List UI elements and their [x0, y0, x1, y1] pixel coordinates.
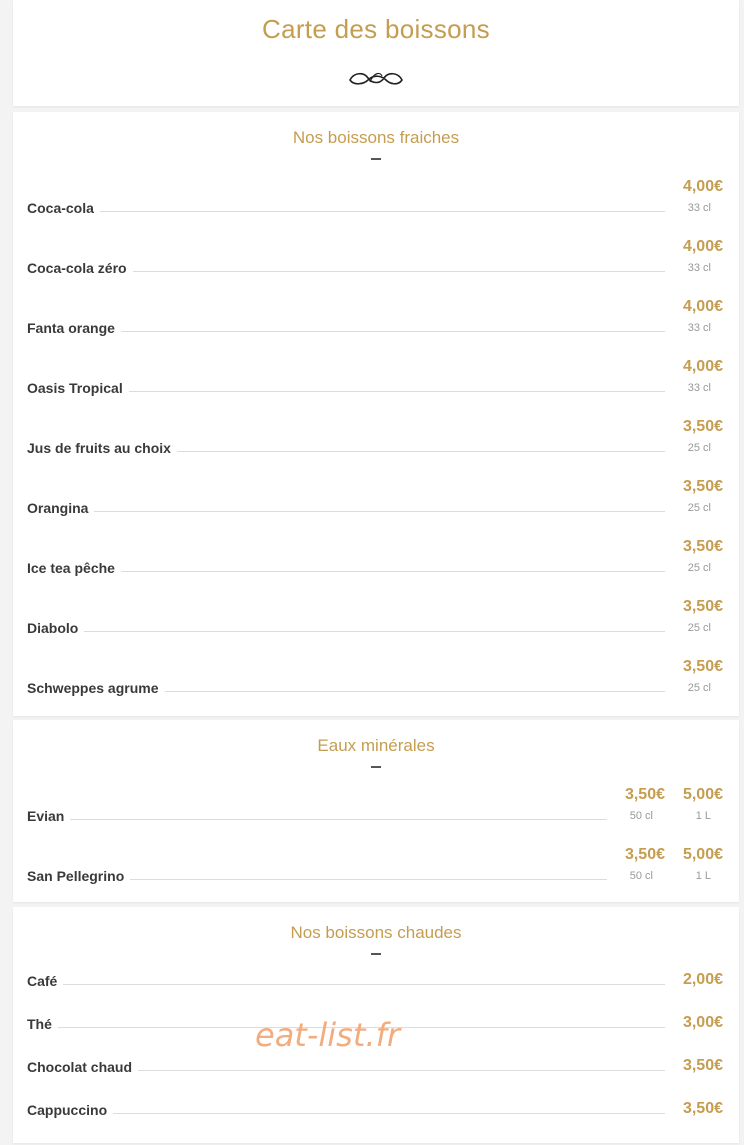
menu-item — [13, 538, 739, 582]
item-price: 3,50€ — [624, 786, 665, 803]
item-name: Coca-cola zéro — [27, 260, 133, 276]
item-price: 5,00€ — [682, 786, 723, 803]
item-price: 4,00€ — [682, 358, 723, 375]
item-name: Fanta orange — [27, 320, 121, 336]
item-name: Jus de fruits au choix — [27, 440, 177, 456]
section-title: Eaux minérales — [317, 736, 435, 755]
menu-item — [13, 658, 739, 702]
item-volume: 50 cl — [629, 870, 653, 882]
menu-item — [13, 1098, 739, 1124]
item-name: Orangina — [27, 500, 94, 516]
item-name: Cappuccino — [27, 1102, 113, 1118]
item-name: Thé — [27, 1016, 58, 1032]
item-price: 5,00€ — [682, 846, 723, 863]
section-mineral-water — [13, 720, 739, 902]
item-name: Oasis Tropical — [27, 380, 129, 396]
section-divider — [371, 766, 381, 768]
section-divider — [371, 158, 381, 160]
menu-header — [13, 0, 739, 106]
menu-item — [13, 1055, 739, 1081]
menu-item — [13, 598, 739, 642]
item-volume: 1 L — [695, 810, 711, 822]
item-volume: 25 cl — [687, 622, 711, 634]
item-volume: 25 cl — [687, 502, 711, 514]
item-volume: 25 cl — [687, 682, 711, 694]
item-name: Evian — [27, 808, 70, 824]
item-price: 4,00€ — [682, 238, 723, 255]
item-price: 3,50€ — [682, 538, 723, 555]
item-price: 3,50€ — [682, 598, 723, 615]
item-price: 3,00€ — [682, 1014, 723, 1031]
menu-item — [13, 298, 739, 342]
dotted-leader-line — [33, 984, 665, 985]
item-price: 3,50€ — [682, 658, 723, 675]
item-volume: 25 cl — [687, 442, 711, 454]
item-volume: 50 cl — [629, 810, 653, 822]
flourish-ornament-icon — [346, 68, 406, 90]
dotted-leader-line — [33, 511, 665, 512]
item-name: Schweppes agrume — [27, 680, 165, 696]
item-volume: 33 cl — [687, 262, 711, 274]
menu-item — [13, 358, 739, 402]
menu-item — [13, 786, 739, 830]
item-price: 4,00€ — [682, 178, 723, 195]
item-name: Diabolo — [27, 620, 84, 636]
menu-item — [13, 846, 739, 890]
watermark: eat-list.fr — [255, 1016, 400, 1054]
item-name: Chocolat chaud — [27, 1059, 138, 1075]
menu-item — [13, 418, 739, 462]
page-title: Carte des boissons — [262, 14, 490, 44]
section-cold-drinks — [13, 112, 739, 716]
item-name: Coca-cola — [27, 200, 100, 216]
item-volume: 1 L — [695, 870, 711, 882]
section-divider — [371, 953, 381, 955]
menu-item — [13, 478, 739, 522]
menu-item — [13, 969, 739, 995]
menu-item — [13, 238, 739, 282]
dotted-leader-line — [33, 211, 665, 212]
item-price: 3,50€ — [682, 418, 723, 435]
item-volume: 33 cl — [687, 322, 711, 334]
item-name: Café — [27, 973, 63, 989]
item-price: 4,00€ — [682, 298, 723, 315]
item-price: 3,50€ — [682, 1057, 723, 1074]
item-price: 2,00€ — [682, 971, 723, 988]
menu-item — [13, 178, 739, 222]
item-price: 3,50€ — [682, 1100, 723, 1117]
item-volume: 33 cl — [687, 202, 711, 214]
section-title: Nos boissons fraiches — [292, 128, 460, 147]
section-title: Nos boissons chaudes — [290, 923, 462, 942]
item-name: Ice tea pêche — [27, 560, 121, 576]
dotted-leader-line — [33, 631, 665, 632]
dotted-leader-line — [33, 819, 607, 820]
dotted-leader-line — [33, 1113, 665, 1114]
dotted-leader-line — [33, 571, 665, 572]
item-price: 3,50€ — [624, 846, 665, 863]
item-name: San Pellegrino — [27, 868, 130, 884]
item-price: 3,50€ — [682, 478, 723, 495]
item-volume: 25 cl — [687, 562, 711, 574]
item-volume: 33 cl — [687, 382, 711, 394]
dotted-leader-line — [33, 331, 665, 332]
